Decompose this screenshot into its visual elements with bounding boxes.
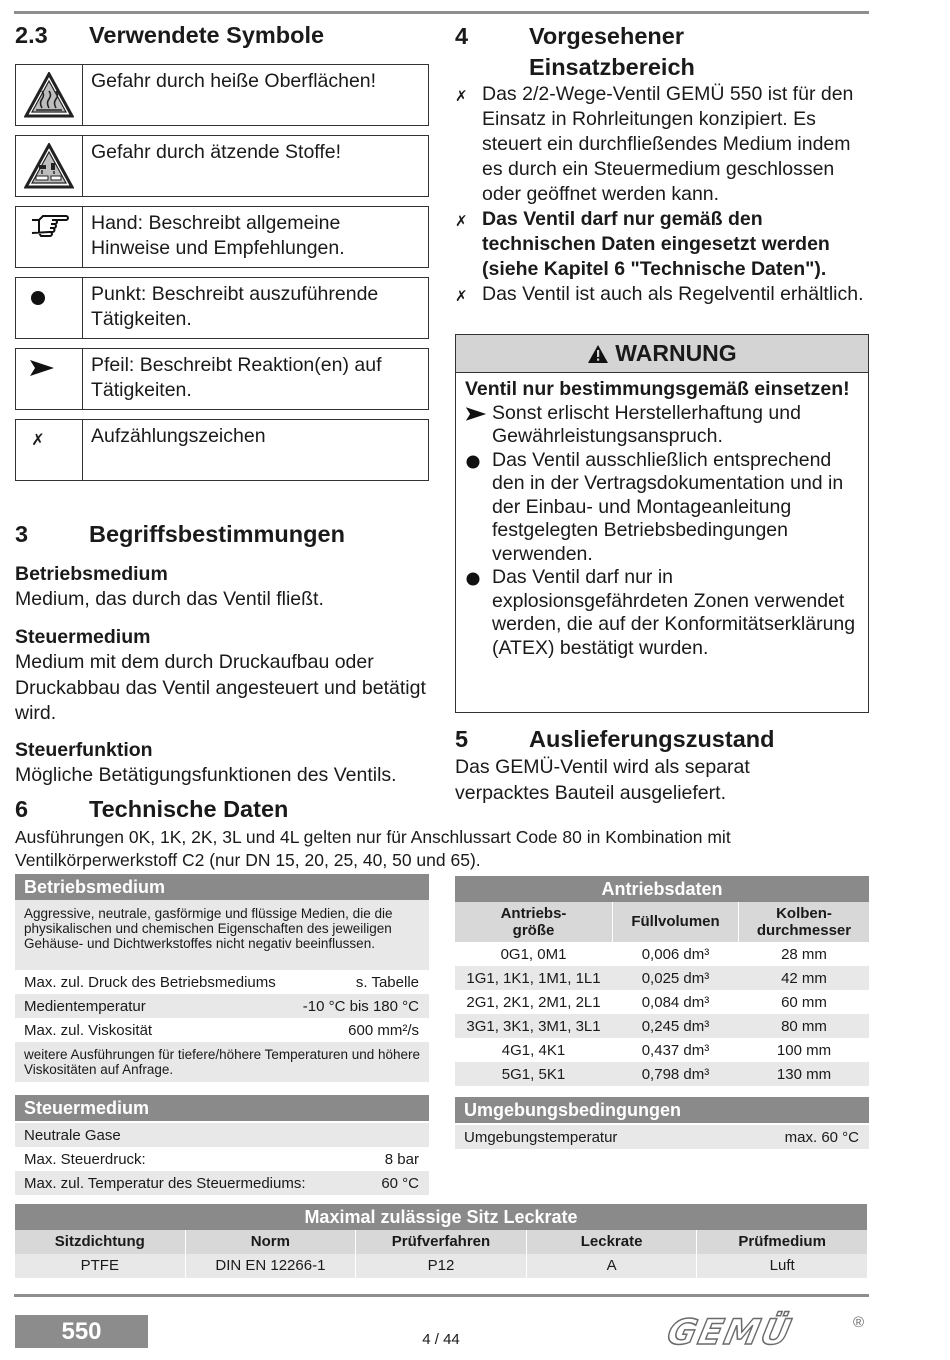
symbol-row-hand (15, 206, 429, 268)
section-title: Verwendete Symbole (89, 22, 325, 48)
warning-item-text: Das Ventil ausschließlich entsprechend den in der Vertragsdokumentation und in der Einbau- und Montageanleitung festgelegten Betriebsbedingungen verwenden. (492, 448, 844, 565)
warning-item (465, 402, 859, 449)
row-label: Umgebungstemperatur (464, 1128, 618, 1146)
table-row (455, 1062, 869, 1086)
product-number-badge: 550 (15, 1315, 148, 1348)
table-cell: 80 mm (781, 1017, 827, 1035)
symbol-description: Gefahr durch heiße Oberflächen! (91, 70, 377, 92)
table-row (455, 1038, 869, 1062)
section-title (529, 21, 695, 83)
section-title: Auslieferungszustand (529, 726, 775, 752)
table-header-umgebung: Umgebungsbedingungen (455, 1097, 869, 1123)
table-cell: 28 mm (781, 945, 827, 963)
table-cell: 0G1, 0M1 (500, 945, 567, 963)
row-label: Max. zul. Temperatur des Steuermediums: (24, 1174, 306, 1192)
list-item (455, 282, 867, 309)
bullet-dot-icon (16, 278, 83, 338)
usage-list (455, 82, 867, 309)
warning-header (456, 335, 868, 373)
delivery-text: Das GEMÜ-Ventil wird als separat verpacktes Bauteil ausgeliefert. (455, 756, 750, 804)
table-header-antriebsdaten: Antriebsdaten (455, 876, 869, 902)
row-value: -10 °C bis 180 °C (302, 997, 419, 1015)
term-steuerfunktion: Steuerfunktion (15, 739, 153, 761)
section-number: 6 (15, 796, 29, 822)
bullet-dot-icon (465, 566, 492, 660)
term-definition: Medium mit dem durch Druckaufbau oder Druckabbau das Ventil angesteuert und betätigt wird. (15, 651, 426, 724)
table-row (455, 966, 869, 990)
enumeration-mark-icon: ✗ (455, 88, 468, 105)
page-number: 4 / 44 (422, 1331, 460, 1348)
symbol-description: Aufzählungszeichen (91, 425, 266, 447)
symbol-description: Pfeil: Beschreibt Reaktion(en) auf Tätigkeiten. (91, 354, 382, 401)
symbol-description: Hand: Beschreibt allgemeine Hinweise und Empfehlungen. (91, 212, 345, 259)
table-row (15, 1171, 429, 1195)
table-cell: Luft (769, 1257, 795, 1274)
term-steuermedium: Steuermedium (15, 626, 151, 648)
symbol-row-dot (15, 277, 429, 339)
leckrate-table (15, 1204, 867, 1278)
table-cell: 0,798 dm³ (641, 1065, 710, 1083)
list-item (455, 207, 867, 282)
corrosive-warning-icon (16, 136, 83, 196)
column-header: Norm (186, 1230, 357, 1254)
table-cell: 1G1, 1K1, 1M1, 1L1 (466, 969, 601, 987)
symbol-row-corrosive (15, 135, 429, 197)
table-row (15, 1254, 867, 1278)
row-label: Max. zul. Viskosität (24, 1021, 153, 1039)
symbol-description: Gefahr durch ätzende Stoffe! (91, 141, 342, 163)
betriebsmedium-note: weitere Ausführungen für tiefere/höhere Temperaturen und höhere Viskositäten auf Anfrage. (15, 1042, 429, 1082)
table-row (15, 970, 429, 994)
warning-item (465, 566, 859, 660)
gemu-logo (663, 1313, 858, 1353)
column-header: Füllvolumen (612, 902, 739, 942)
section-number: 3 (15, 521, 29, 547)
row-label: Max. zul. Druck des Betriebsmediums (24, 973, 276, 991)
section-number: 4 (455, 23, 469, 49)
warning-body (456, 373, 868, 660)
table-cell: 42 mm (781, 969, 827, 987)
warning-title: WARNUNG (615, 340, 737, 366)
section-title: Begriffsbestimmungen (89, 521, 345, 547)
table-cell: 3G1, 3K1, 3M1, 3L1 (466, 1017, 601, 1035)
section-4-heading (455, 21, 695, 83)
table-cell: 60 mm (781, 993, 827, 1011)
enumeration-mark-glyph: ✗ (31, 432, 45, 449)
table-cell: 0,437 dm³ (641, 1041, 710, 1059)
table-row (15, 994, 429, 1018)
section-title: Technische Daten (89, 796, 289, 822)
section-number: 5 (455, 726, 469, 752)
row-value: 600 mm²/s (348, 1021, 419, 1039)
table-cell: 2G1, 2K1, 2M1, 2L1 (466, 993, 601, 1011)
column-header: Kolben- durchmesser (756, 905, 852, 939)
betriebsmedium-description: Aggressive, neutrale, gasförmige und flüssige Medien, die die physikalischen und chemischen Eigenschaften des jeweiligen Gehäuse- und Dichtwerkstoffes nicht negativ beeinflussen. (15, 900, 429, 970)
enumeration-mark-icon (16, 420, 83, 480)
row-label: Medientemperatur (24, 997, 146, 1015)
list-item-text: Das 2/2-Wege-Ventil GEMÜ 550 ist für den Einsatz in Rohrleitungen konzipiert. Es steuert ein durchfließendes Medium indem es durch ein Steuermedium geschlossen oder geöffnet werden kann. (482, 83, 854, 205)
term-betriebsmedium: Betriebsmedium (15, 563, 168, 585)
enumeration-mark-icon: ✗ (455, 213, 468, 230)
table-cell: 0,006 dm³ (641, 945, 710, 963)
antriebsdaten-table (455, 876, 869, 1086)
warning-lead: Ventil nur bestimmungsgemäß einsetzen! (465, 378, 850, 400)
arrow-right-icon (465, 402, 492, 449)
registered-mark: ® (853, 1314, 865, 1331)
table-cell: 130 mm (776, 1065, 832, 1083)
term-definition: Medium, das durch das Ventil fließt. (15, 588, 324, 610)
table-cell: DIN EN 12266-1 (186, 1254, 357, 1278)
symbol-row-arrow (15, 348, 429, 410)
column-header: Sitzdichtung (15, 1230, 186, 1254)
table-row (15, 1018, 429, 1042)
table-cell: A (527, 1254, 698, 1278)
symbol-row-enumeration (15, 419, 429, 481)
table-row (15, 1123, 429, 1147)
column-header: Prüfmedium (738, 1233, 826, 1250)
table-row (15, 1147, 429, 1171)
list-item-text: Das Ventil ist auch als Regelventil erhältlich. (482, 283, 864, 305)
enumeration-mark-icon: ✗ (455, 288, 468, 305)
table-cell: P12 (356, 1254, 527, 1278)
logo-wordmark: GEMÜ (663, 1313, 797, 1353)
section-2-3-heading (15, 20, 324, 51)
warning-triangle-icon (587, 344, 609, 364)
section-5-heading (455, 724, 774, 755)
table-row (455, 990, 869, 1014)
bottom-divider (14, 1294, 869, 1297)
table-header-leckrate: Maximal zulässige Sitz Leckrate (15, 1204, 867, 1230)
table-row (455, 1014, 869, 1038)
table-cell: 0,084 dm³ (641, 993, 710, 1011)
term-definition: Mögliche Betätigungsfunktionen des Ventils. (15, 764, 397, 786)
arrow-right-icon (16, 349, 83, 409)
section-3-heading (15, 519, 345, 550)
table-cell: 4G1, 4K1 (501, 1041, 566, 1059)
row-label: Neutrale Gase (24, 1126, 121, 1144)
warning-item (465, 449, 859, 567)
table-header-row (15, 1230, 867, 1254)
top-divider (14, 11, 869, 14)
list-item (455, 82, 867, 207)
table-header-row (455, 902, 869, 942)
table-cell: 5G1, 5K1 (501, 1065, 566, 1083)
section-6-heading (15, 794, 288, 825)
warning-item-text: Das Ventil darf nur in explosionsgefährdeten Zonen verwendet werden, die auf der Konformitätserklärung (ATEX) bestätigt wurden. (492, 566, 856, 659)
column-header: Prüfverfahren (356, 1230, 527, 1254)
bullet-dot-icon (465, 449, 492, 567)
table-row (455, 942, 869, 966)
tech-intro: Ausführungen 0K, 1K, 2K, 3L und 4L gelten nur für Anschlussart Code 80 in Kombination mit Ventilkörperwerkstoff C2 (nur DN 15, 20, 25, 40, 50 und 65). (15, 827, 731, 870)
column-header: Leckrate (527, 1230, 698, 1254)
hot-surface-warning-icon (16, 65, 83, 125)
table-cell: 0,025 dm³ (641, 969, 710, 987)
symbol-description: Punkt: Beschreibt auszuführende Tätigkeiten. (91, 283, 379, 330)
section-title-line: Einsatzbereich (529, 54, 695, 80)
row-label: Max. Steuerdruck: (24, 1150, 146, 1168)
table-row (455, 1125, 869, 1149)
warning-item-text: Sonst erlischt Herstellerhaftung und Gewährleistungsanspruch. (492, 401, 801, 447)
list-item-text: Das Ventil darf nur gemäß den technischen Daten eingesetzt werden (siehe Kapitel 6 "Technische Daten"). (482, 208, 830, 280)
table-header-betriebsmedium: Betriebsmedium (15, 874, 429, 900)
row-value: 8 bar (384, 1150, 419, 1168)
symbol-row-hot-surface (15, 64, 429, 126)
pointing-hand-icon (16, 207, 83, 267)
section-title-line: Vorgesehener (529, 23, 684, 49)
row-value: s. Tabelle (355, 973, 419, 991)
column-header: Antriebs- größe (500, 905, 567, 939)
row-value: 60 °C (381, 1174, 419, 1192)
row-value: max. 60 °C (784, 1128, 859, 1146)
table-cell: PTFE (15, 1254, 186, 1278)
section-number: 2.3 (15, 22, 48, 48)
table-cell: 100 mm (776, 1041, 832, 1059)
table-header-steuermedium: Steuermedium (15, 1095, 429, 1121)
warning-box (455, 334, 869, 713)
table-cell: 0,245 dm³ (641, 1017, 710, 1035)
